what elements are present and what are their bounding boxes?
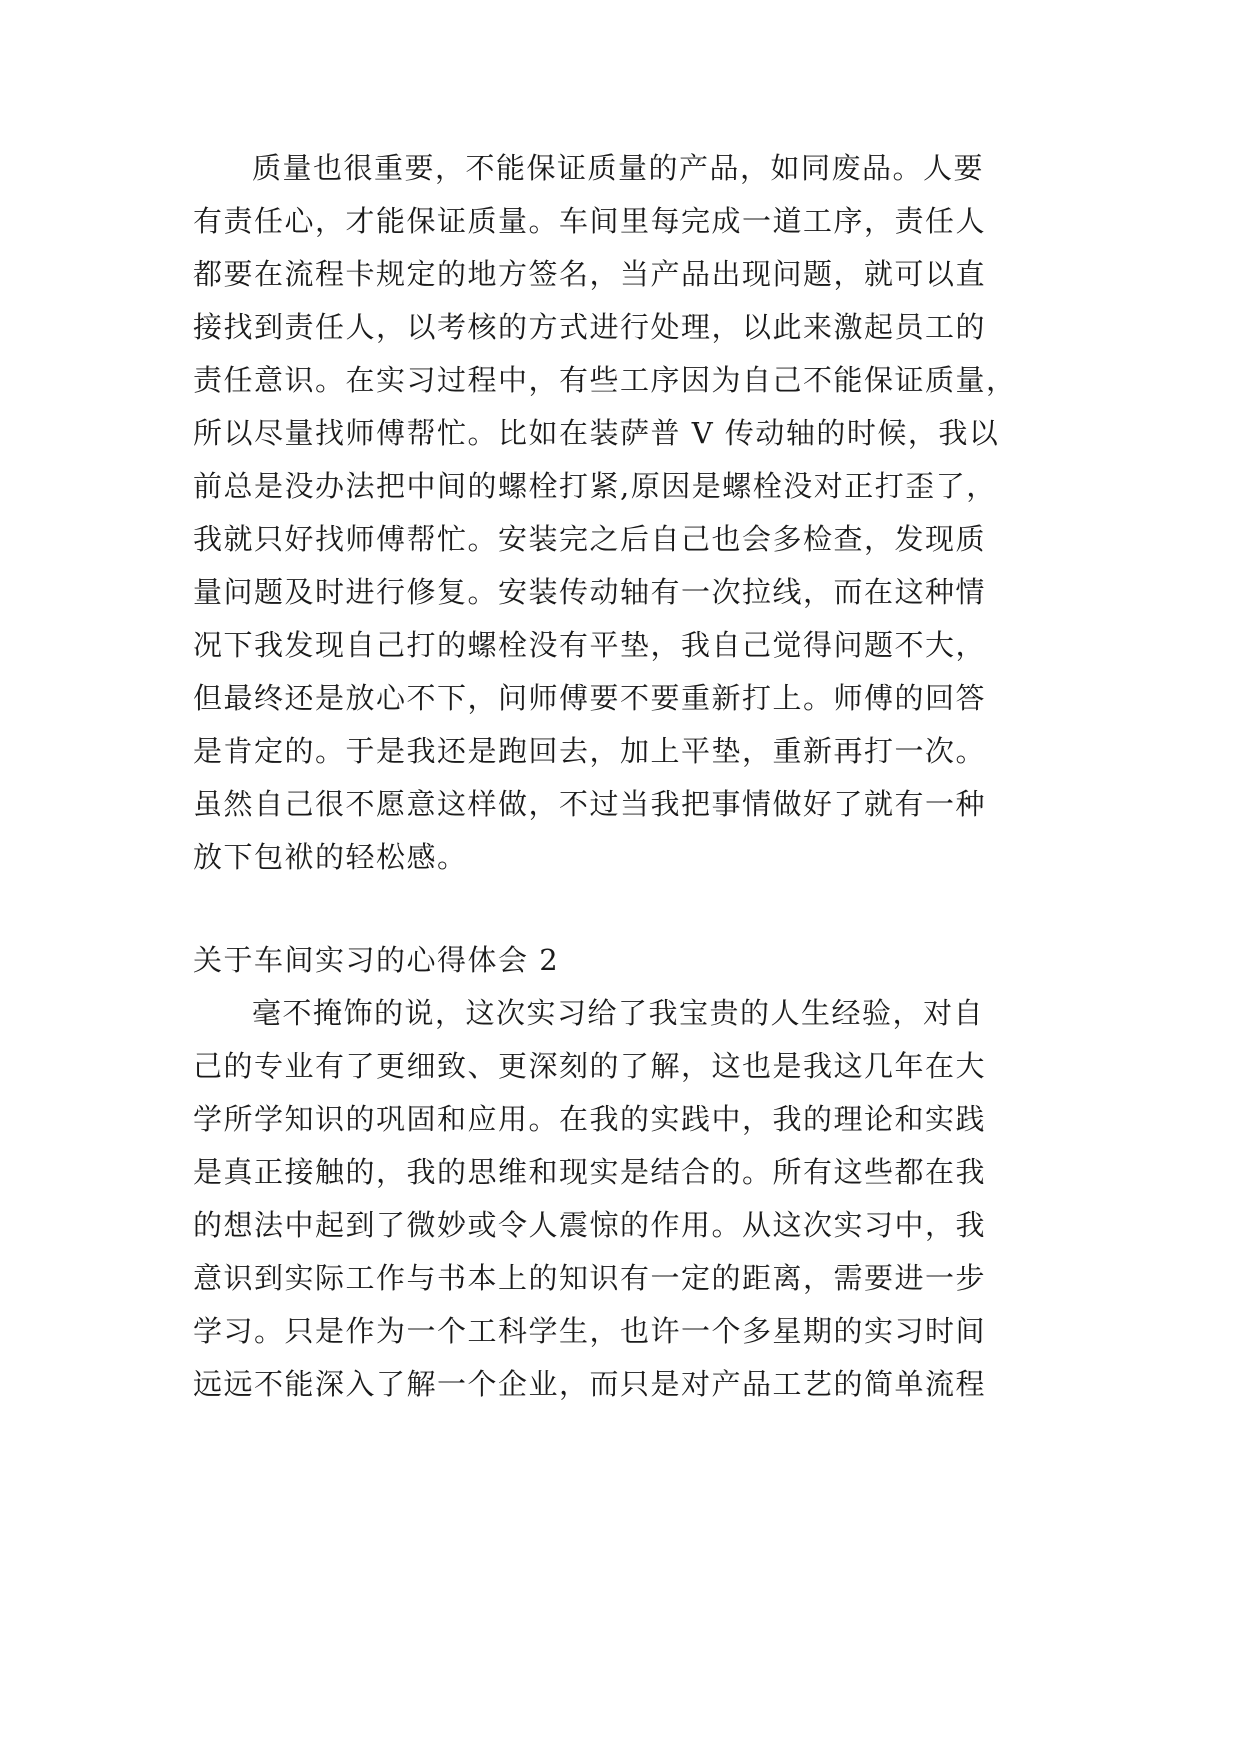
paragraph-1-line: 质量也很重要，不能保证质量的产品，如同废品。人要: [252, 151, 985, 185]
paragraph-1-line: 前总是没办法把中间的螺栓打紧,原因是螺栓没对正打歪了，: [193, 469, 997, 503]
paragraph-2-line: 的想法中起到了微妙或令人震惊的作用。从这次实习中，我: [193, 1208, 987, 1242]
paragraph-1-line: 虽然自己很不愿意这样做，不过当我把事情做好了就有一种: [193, 787, 987, 821]
paragraph-1-line: 放下包袱的轻松感。: [193, 840, 468, 874]
section-title: 关于车间实习的心得体会 2: [193, 943, 560, 977]
paragraph-1-line: 量问题及时进行修复。安装传动轴有一次拉线，而在这种情: [193, 575, 987, 609]
paragraph-2-line: 学习。只是作为一个工科学生，也许一个多星期的实习时间: [193, 1314, 987, 1348]
paragraph-1-line: 有责任心，才能保证质量。车间里每完成一道工序，责任人: [193, 204, 987, 238]
paragraph-1-line: 但最终还是放心不下，问师傅要不要重新打上。师傅的回答: [193, 681, 987, 715]
paragraph-1-line: 所以尽量找师傅帮忙。比如在装萨普 V 传动轴的时候，我以: [193, 416, 1000, 450]
paragraph-1-line: 接找到责任人，以考核的方式进行处理，以此来激起员工的: [193, 310, 987, 344]
paragraph-1-line: 责任意识。在实习过程中，有些工序因为自己不能保证质量，: [193, 363, 1017, 397]
paragraph-2-line: 是真正接触的，我的思维和现实是结合的。所有这些都在我: [193, 1155, 987, 1189]
paragraph-2-line: 远远不能深入了解一个企业，而只是对产品工艺的简单流程: [193, 1367, 987, 1401]
paragraph-1-line: 都要在流程卡规定的地方签名，当产品出现问题，就可以直: [193, 257, 987, 291]
paragraph-2-line: 意识到实际工作与书本上的知识有一定的距离，需要进一步: [193, 1261, 987, 1295]
paragraph-1-line: 我就只好找师傅帮忙。安装完之后自己也会多检查，发现质: [193, 522, 987, 556]
paragraph-2-line: 学所学知识的巩固和应用。在我的实践中，我的理论和实践: [193, 1102, 987, 1136]
paragraph-2-line: 毫不掩饰的说，这次实习给了我宝贵的人生经验，对自: [252, 996, 985, 1030]
paragraph-1-line: 是肯定的。于是我还是跑回去，加上平垫，重新再打一次。: [193, 734, 987, 768]
paragraph-2-line: 己的专业有了更细致、更深刻的了解，这也是我这几年在大: [193, 1049, 987, 1083]
paragraph-1-line: 况下我发现自己打的螺栓没有平垫，我自己觉得问题不大，: [193, 628, 987, 662]
